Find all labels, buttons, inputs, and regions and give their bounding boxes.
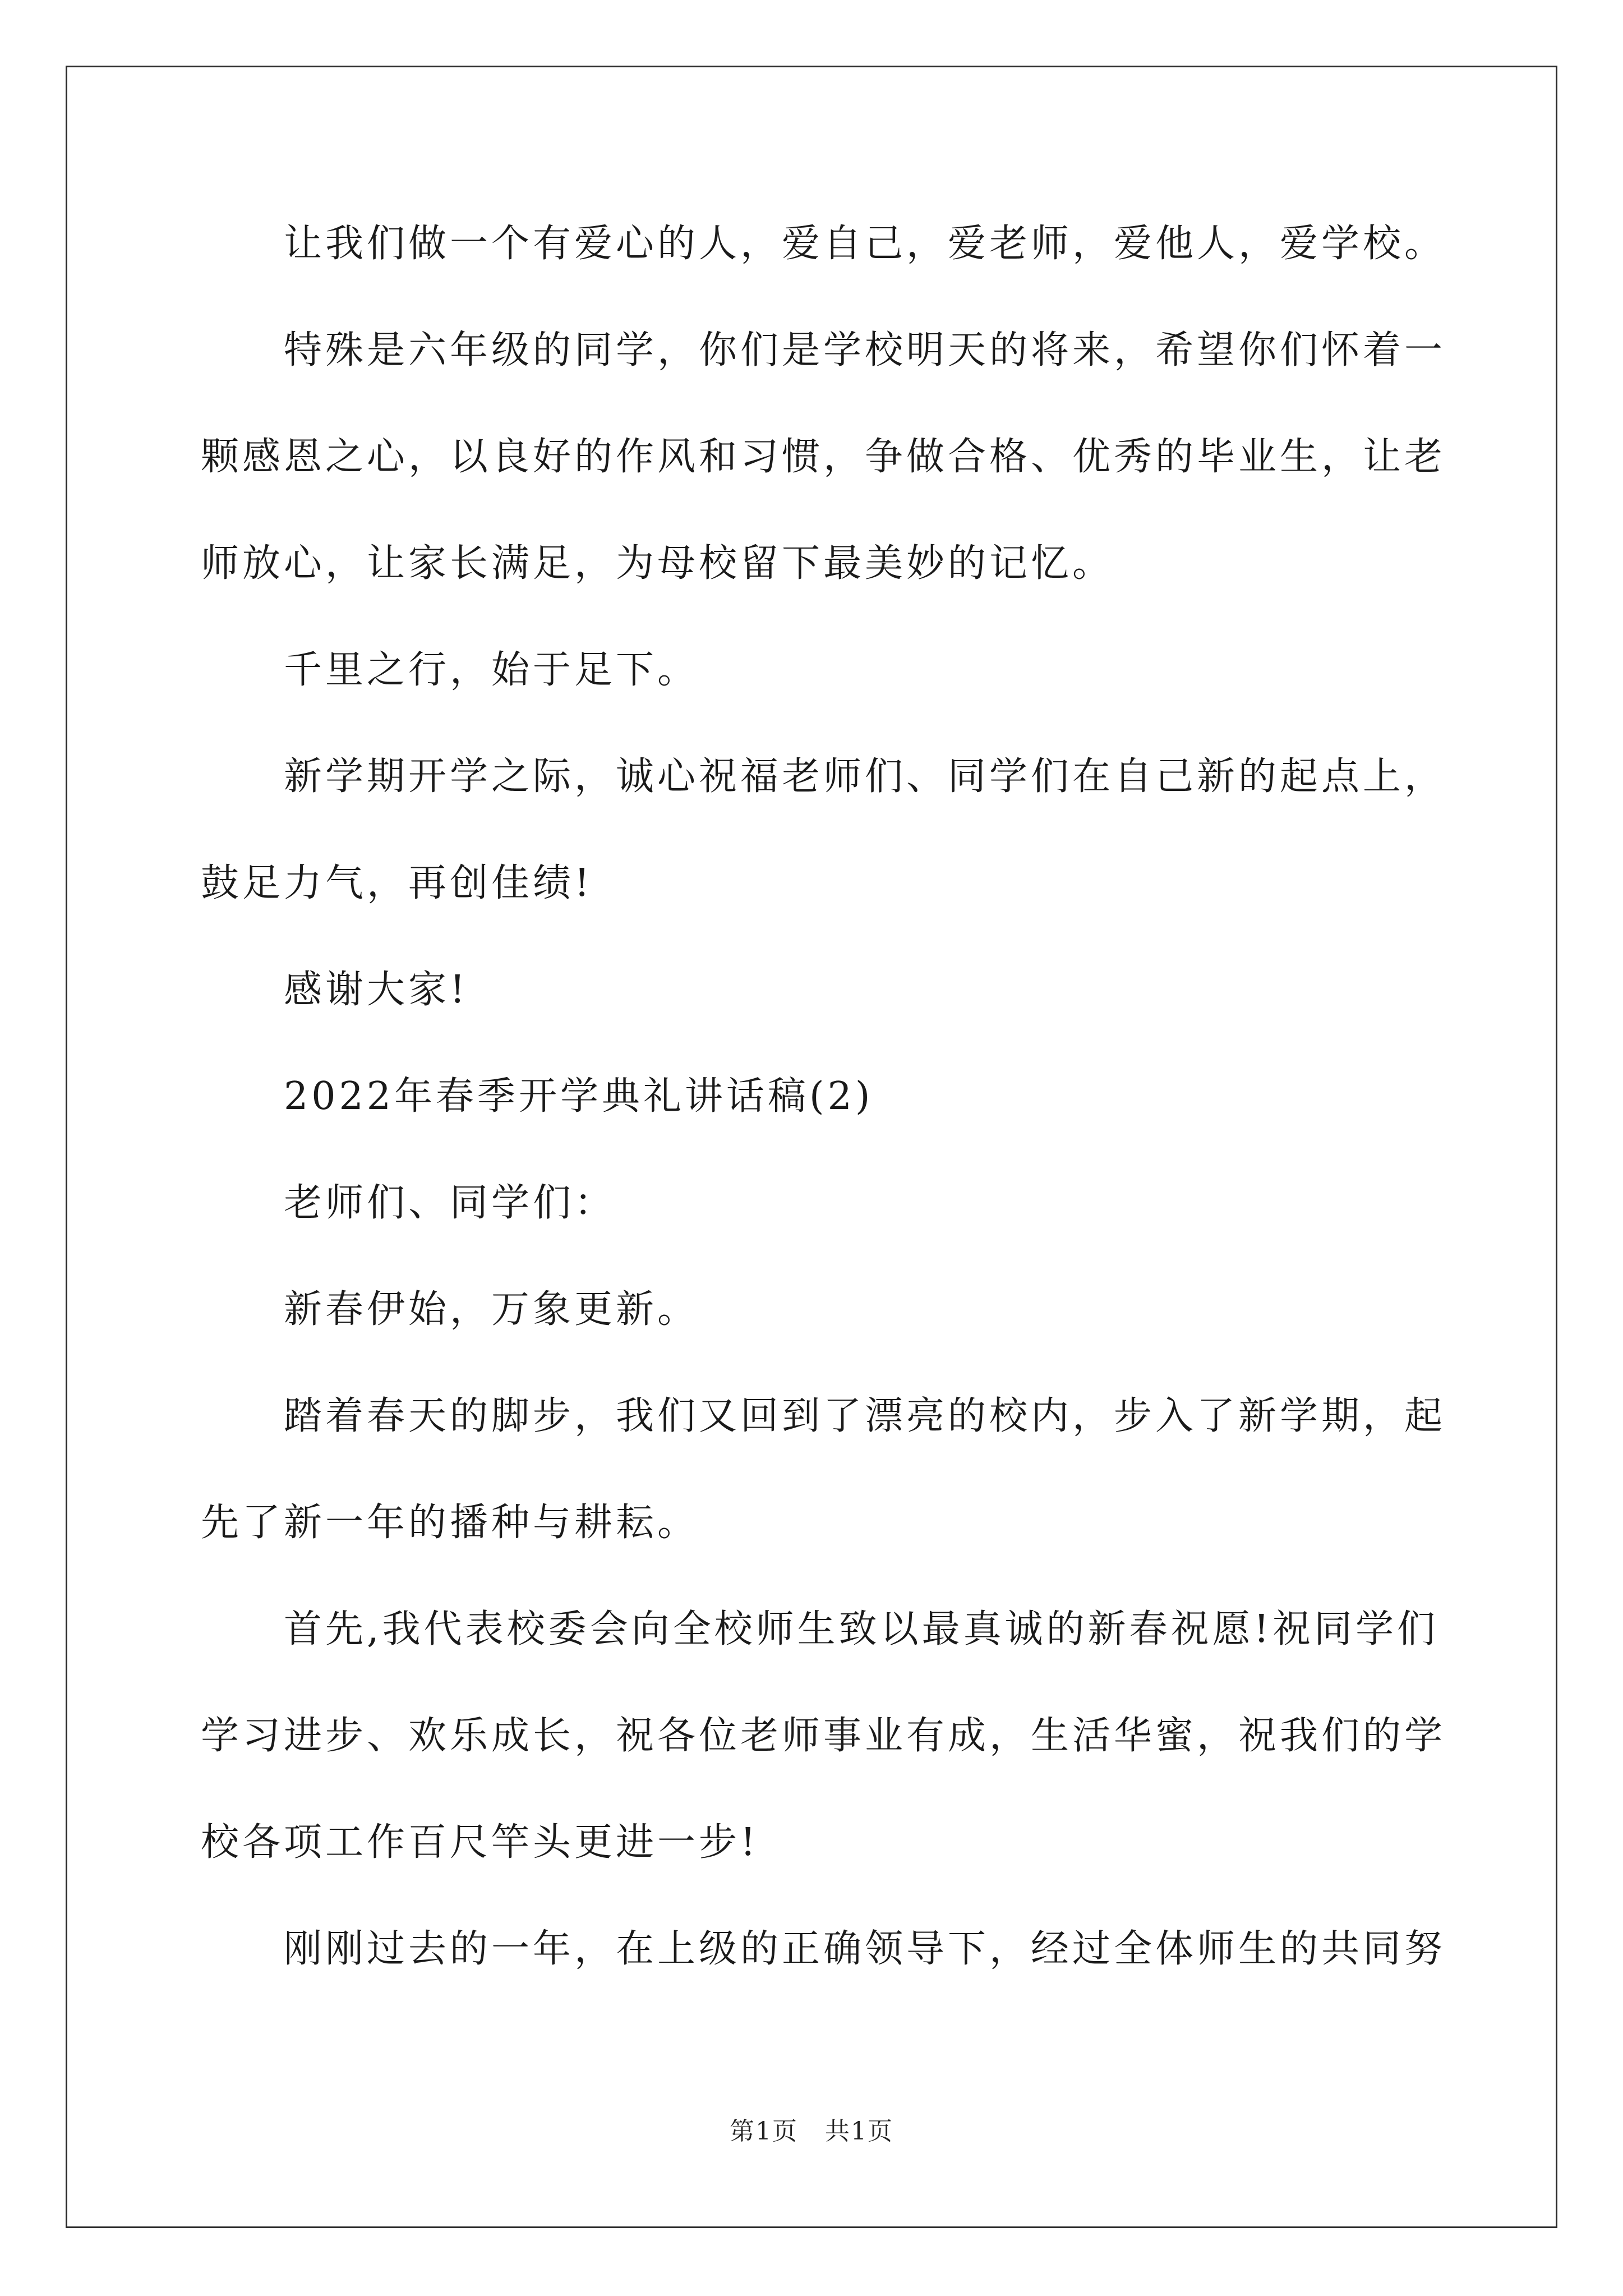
- page-total: 共1页: [824, 2117, 893, 2146]
- paragraph-line: 让我们做一个有爱心的人，爱自己，爱老师，爱他人，爱学校。: [284, 222, 1446, 266]
- paragraph-line: 颗感恩之心，以良好的作风和习惯，争做合格、优秀的毕业生，让老: [201, 435, 1446, 479]
- page-number: 第1页: [730, 2117, 799, 2146]
- paragraph-line: 鼓足力气，再创佳绩!: [201, 861, 593, 905]
- paragraph-line: 特殊是六年级的同学，你们是学校明天的将来，希望你们怀着一: [284, 328, 1446, 372]
- paragraph-line: 刚刚过去的一年，在上级的正确领导下，经过全体师生的共同努: [284, 1927, 1446, 1971]
- footer-spacer: [798, 2117, 825, 2146]
- salutation: 老师们、同学们：: [284, 1181, 616, 1225]
- paragraph-line: 感谢大家!: [284, 968, 469, 1012]
- document-body: [201, 191, 1446, 2003]
- paragraph-line: 首先,我代表校委会向全校师生致以最真诚的新春祝愿!祝同学们: [284, 1607, 1438, 1651]
- paragraph-line: 学习进步、欢乐成长，祝各位老师事业有成，生活华蜜，祝我们的学: [201, 1714, 1446, 1758]
- page-footer: [0, 2115, 1623, 2148]
- section-heading: 2022年春季开学典礼讲话稿(2): [284, 1074, 874, 1119]
- paragraph-line: 师放心，让家长满足，为母校留下最美妙的记忆。: [201, 541, 1114, 586]
- paragraph-line: 踏着春天的脚步，我们又回到了漂亮的校内，步入了新学期，起: [284, 1394, 1446, 1438]
- paragraph-line: 校各项工作百尺竿头更进一步!: [201, 1820, 759, 1865]
- paragraph-line: 新学期开学之际，诚心祝福老师们、同学们在自己新的起点上，: [284, 754, 1446, 799]
- paragraph-line: 新春伊始，万象更新。: [284, 1287, 699, 1332]
- paragraph-line: 千里之行，始于足下。: [284, 648, 699, 692]
- paragraph-line: 先了新一年的播种与耕耘。: [201, 1501, 699, 1545]
